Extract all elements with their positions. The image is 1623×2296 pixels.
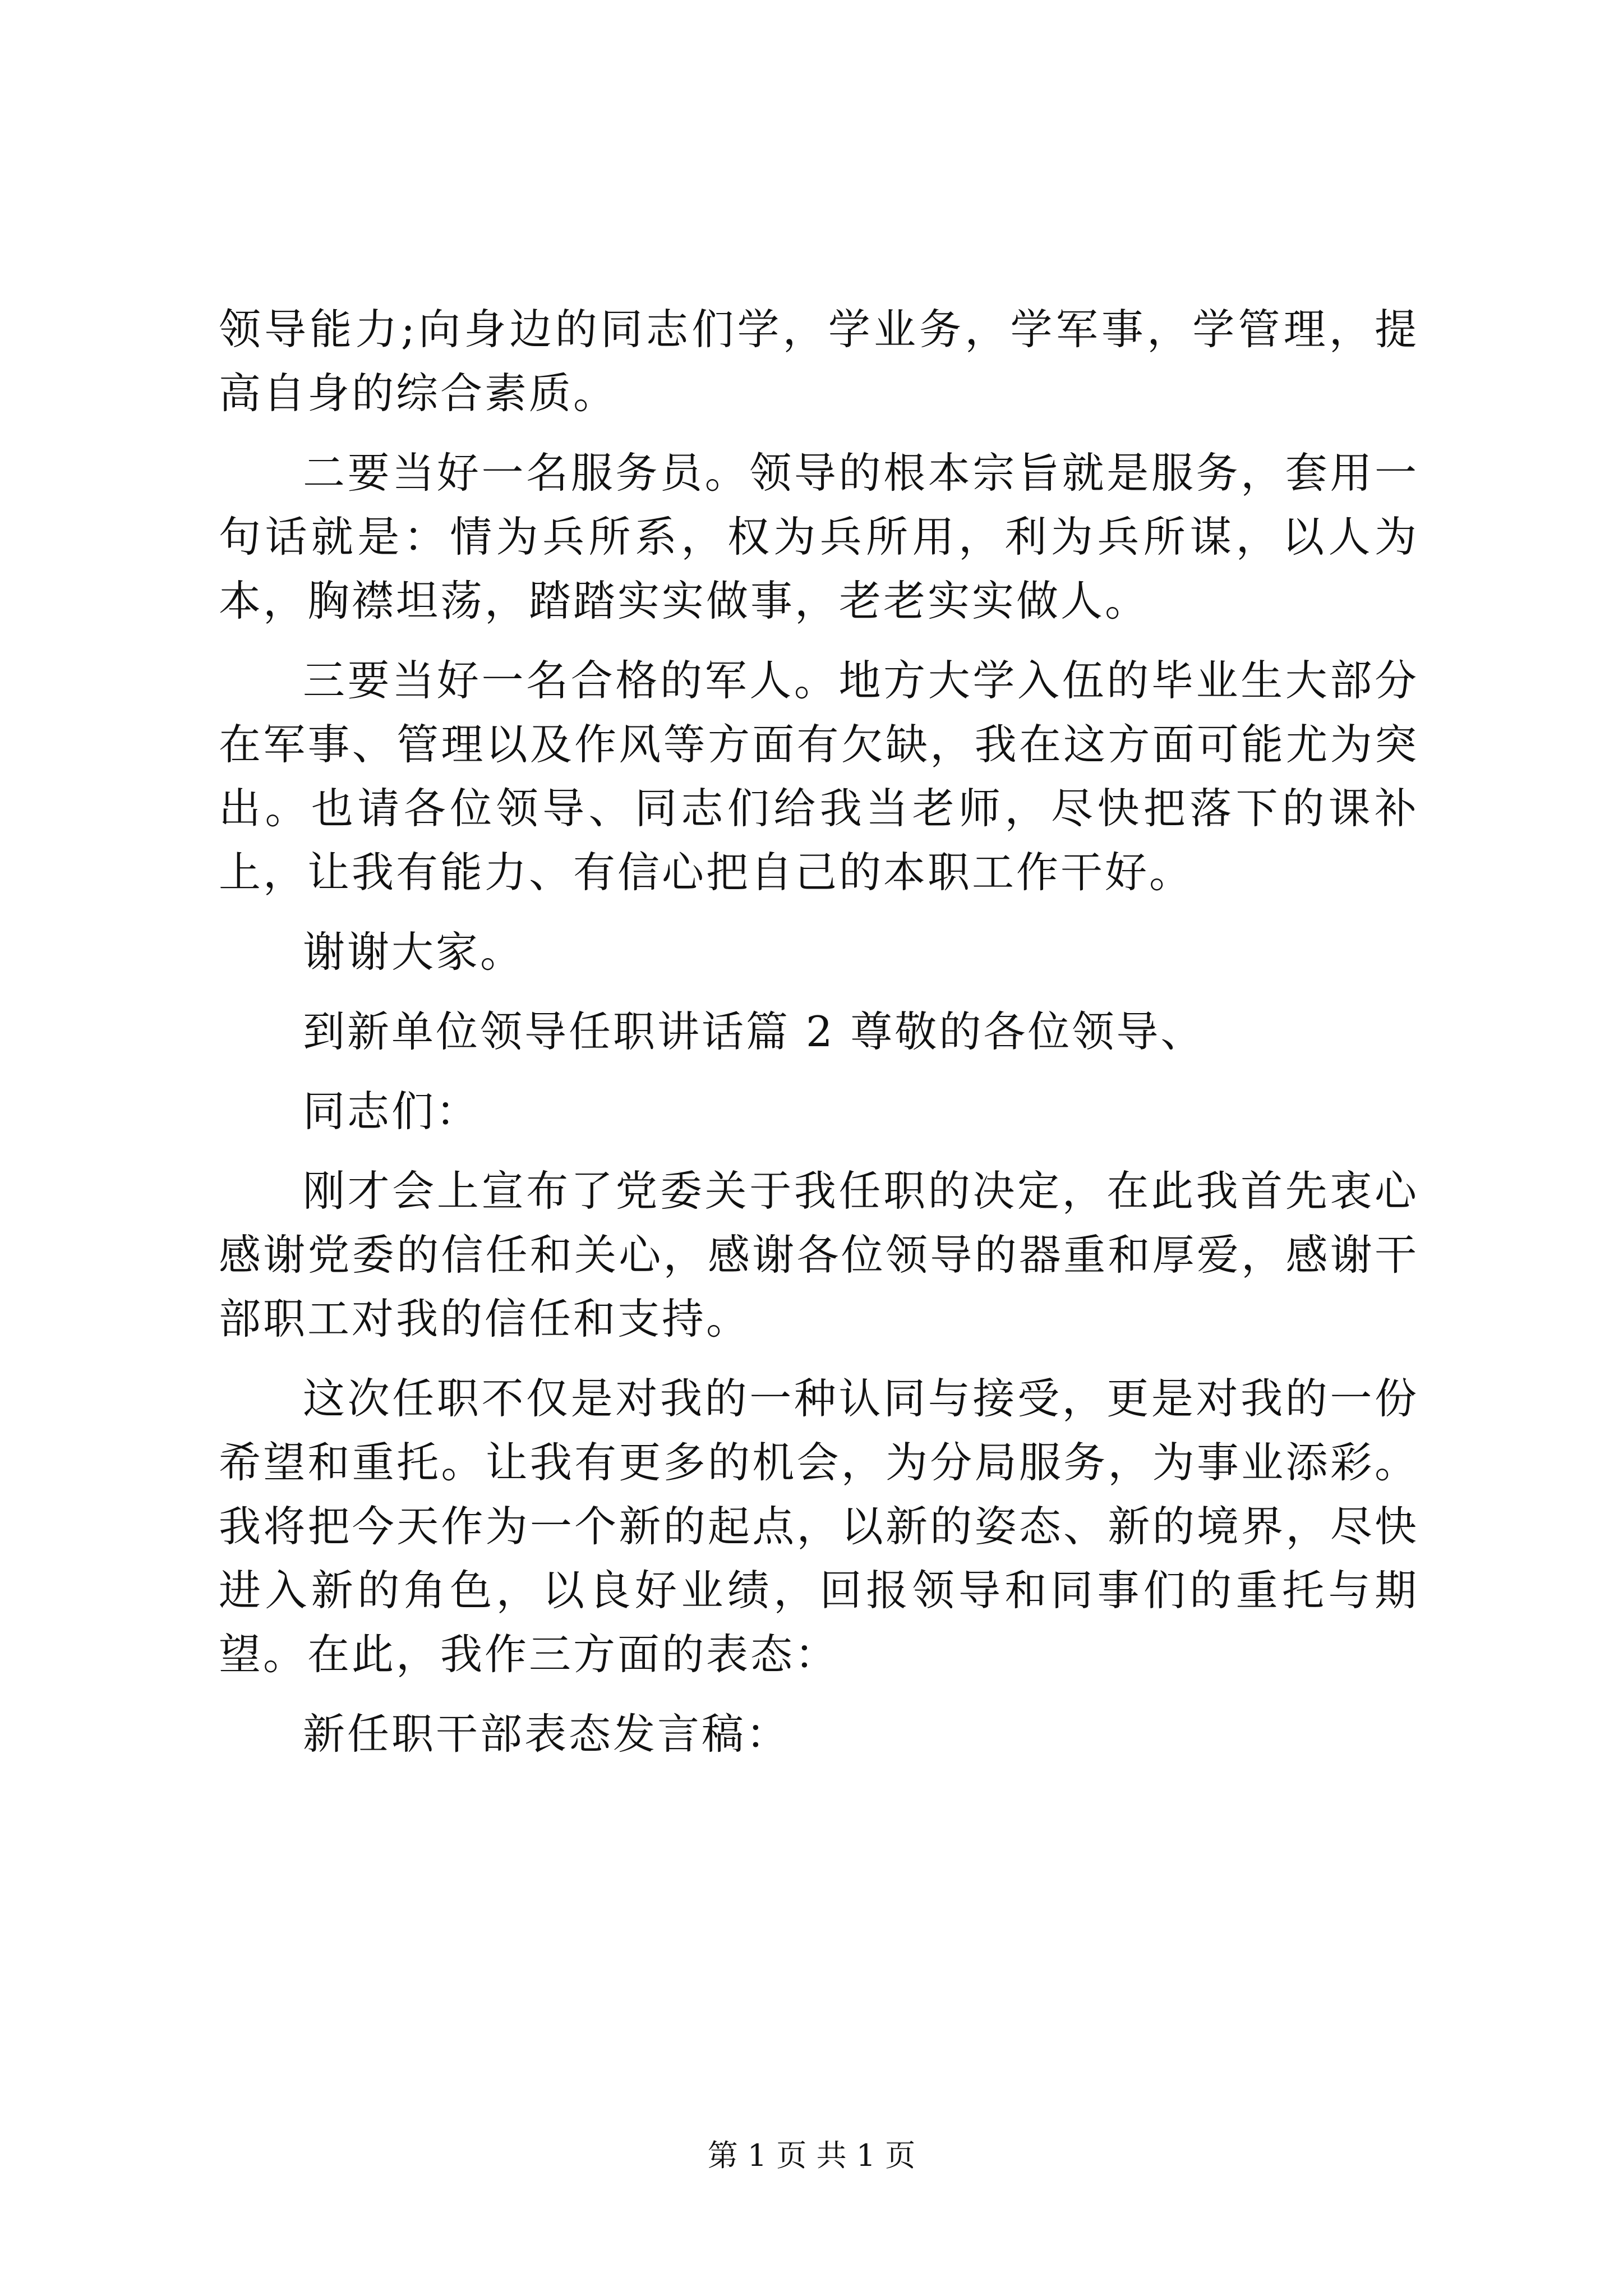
page-footer: 第 1 页 共 1 页 <box>707 2138 916 2173</box>
paragraph-3: 三要当好一名合格的军人。地方大学入伍的毕业生大部分在军事、管理以及作风等方面有欠缺，我在这方面可能尤为突出。也请各位领导、同志们给我当老师，尽快把落下的课补上，让我有能力、有信心把自己的本职工作干好。 <box>219 656 1419 897</box>
paragraph-2: 二要当好一名服务员。领导的根本宗旨就是服务，套用一句话就是：情为兵所系，权为兵所用，利为兵所谋，以人为本，胸襟坦荡，踏踏实实做事，老老实实做人。 <box>219 448 1419 625</box>
paragraph-7: 刚才会上宣布了党委关于我任职的决定，在此我首先衷心感谢党委的信任和关心，感谢各位领导的器重和厚爱，感谢干部职工对我的信任和支持。 <box>219 1166 1419 1343</box>
document-body <box>219 297 1419 1782</box>
paragraph-1: 领导能力;向身边的同志们学，学业务，学军事，学管理，提高自身的综合素质。 <box>219 305 1419 418</box>
paragraph-6-salutation: 同志们： <box>303 1087 481 1136</box>
paragraph-9: 新任职干部表态发言稿： <box>303 1709 791 1759</box>
paragraph-8: 这次任职不仅是对我的一种认同与接受，更是对我的一份希望和重托。让我有更多的机会，为分局服务，为事业添彩。我将把今天作为一个新的起点，以新的姿态、新的境界，尽快进入新的角色，以良好业绩，回报领导和同事们的重托与期望。在此，我作三方面的表态： <box>219 1374 1419 1679</box>
paragraph-5-heading: 到新单位领导任职讲话篇 2 尊敬的各位领导、 <box>303 1007 1205 1056</box>
paragraph-4: 谢谢大家。 <box>303 927 525 977</box>
